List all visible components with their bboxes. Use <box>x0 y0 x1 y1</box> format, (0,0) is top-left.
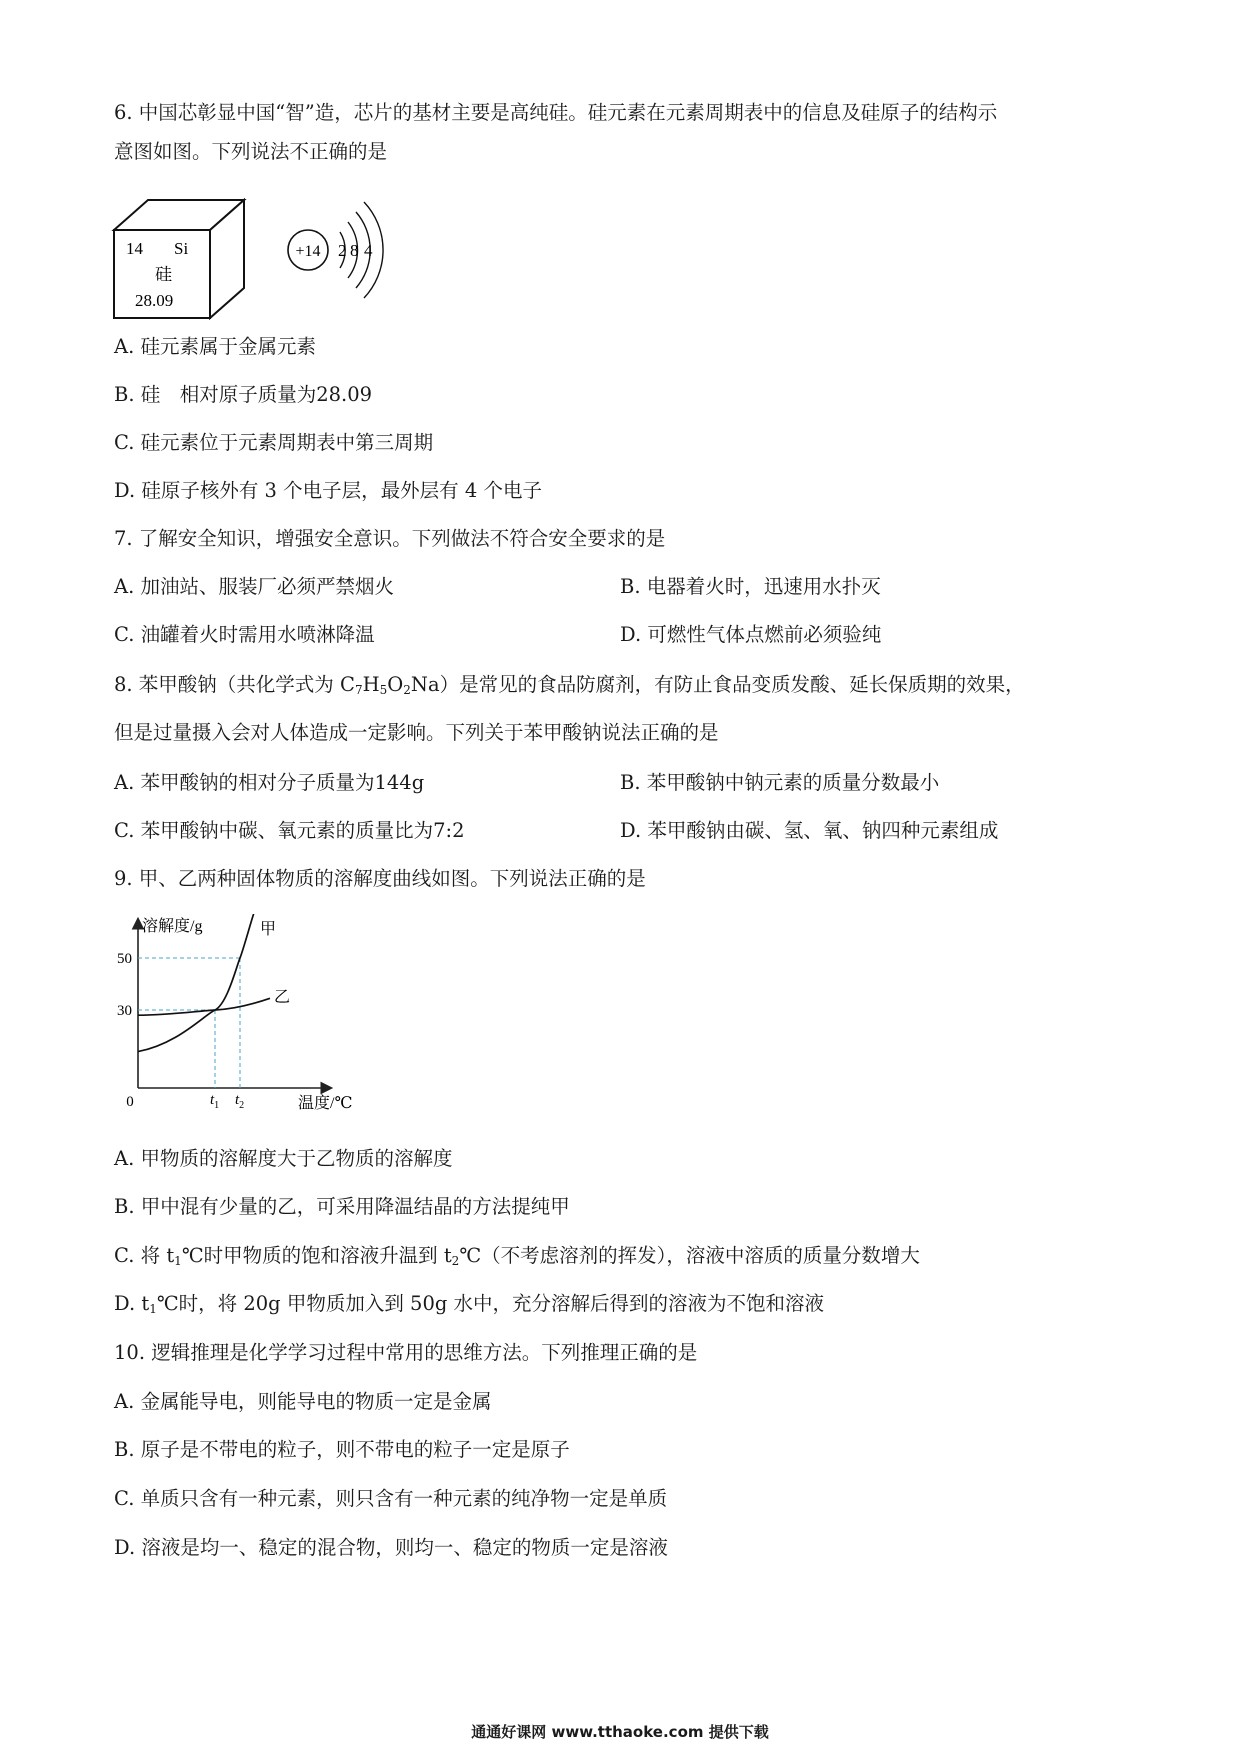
q9-option-a: A. 甲物质的溶解度大于乙物质的溶解度 <box>114 1147 453 1170</box>
q7-stem: 7. 了解安全知识，增强安全意识。下列做法不符合安全要求的是 <box>114 527 666 550</box>
q7-option-b: B. 电器着火时，迅速用水扑灭 <box>620 575 881 598</box>
q9-stem: 9. 甲、乙两种固体物质的溶解度曲线如图。下列说法正确的是 <box>114 867 646 890</box>
q6-option-d: D. 硅原子核外有 3 个电子层，最外层有 4 个电子 <box>114 479 542 502</box>
series-label-yi: 乙 <box>274 989 291 1007</box>
q8-option-c: C. 苯甲酸钠中碳、氧元素的质量比为7:2 <box>114 819 465 842</box>
y-axis-label: 溶解度/g <box>142 918 203 935</box>
q8-option-b: B. 苯甲酸钠中钠元素的质量分数最小 <box>620 771 940 794</box>
q7-option-c: C. 油罐着火时需用水喷淋降温 <box>114 623 375 646</box>
q6-stem-line2: 意图如图。下列说法不正确的是 <box>114 140 388 163</box>
q10-option-b: B. 原子是不带电的粒子，则不带电的粒子一定是原子 <box>114 1438 570 1461</box>
q10-option-c: C. 单质只含有一种元素，则只含有一种元素的纯净物一定是单质 <box>114 1487 668 1510</box>
q7-option-d: D. 可燃性气体点燃前必须验纯 <box>620 623 882 646</box>
q10-option-a: A. 金属能导电，则能导电的物质一定是金属 <box>114 1390 492 1413</box>
q6-option-a: A. 硅元素属于金属元素 <box>114 335 316 358</box>
q9-option-d: D. $t_1℃$时，将 20g 甲物质加入到 50g 水中，充分溶解后得到的溶液为不饱和溶液 <box>114 1292 825 1316</box>
chart-plot-area <box>117 914 290 1111</box>
q6-option-c: C. 硅元素位于元素周期表中第三周期 <box>114 431 434 454</box>
x-tick-label-t1: $t_1$ <box>210 1092 220 1111</box>
q8-stem-line1: 8. 苯甲酸钠（共化学式为 $C_7H_5O_2Na$）是常见的食品防腐剂，有防止食品变质发酸、延长保质期的效果， <box>114 673 1025 697</box>
x-axis-label: 温度/℃ <box>298 1095 353 1112</box>
q8-option-a: A. 苯甲酸钠的相对分子质量为144g <box>114 771 425 794</box>
series-label-jia: 甲 <box>260 921 277 938</box>
x-tick-label-t2: $t_2$ <box>235 1092 245 1111</box>
q6-stem-line1: 6. 中国芯彰显中国“智”造，芯片的基材主要是高纯硅。硅元素在元素周期表中的信息及硅原子的结构示 <box>114 101 998 124</box>
atom-structure-figure <box>282 194 392 304</box>
q8-stem-line2: 但是过量摄入会对人体造成一定影响。下列关于苯甲酸钠说法正确的是 <box>114 721 719 744</box>
atom-nucleus: +14 <box>295 243 321 260</box>
y-tick-label-30: 30 <box>117 1003 132 1019</box>
element-number: 14 <box>126 239 143 258</box>
q9-option-b: B. 甲中混有少量的乙，可采用降温结晶的方法提纯甲 <box>114 1195 570 1218</box>
q7-option-a: A. 加油站、服装厂必须严禁烟火 <box>114 575 394 598</box>
q6-option-b: B. 硅 相对原子质量为28.09 <box>114 383 373 406</box>
q9-option-c: C. 将 $t_1℃$时甲物质的饱和溶液升温到 $t_2℃$（不考虑溶剂的挥发），溶液中溶质的质量分数增大 <box>114 1244 920 1268</box>
shell-electrons-3: 4 <box>364 241 373 260</box>
origin-label: 0 <box>126 1094 134 1110</box>
solubility-chart <box>108 914 376 1114</box>
q10-option-d: D. 溶液是均一、稳定的混合物，则均一、稳定的物质一定是溶液 <box>114 1536 668 1559</box>
element-mass: 28.09 <box>135 291 174 310</box>
y-tick-label-50: 50 <box>117 951 132 967</box>
series-line-yi <box>138 998 270 1015</box>
q8-option-d: D. 苯甲酸钠由碳、氢、氧、钠四种元素组成 <box>620 819 999 842</box>
element-name: 硅 <box>155 265 172 284</box>
shell-electrons-1: 2 <box>338 241 347 260</box>
q10-stem: 10. 逻辑推理是化学学习过程中常用的思维方法。下列推理正确的是 <box>114 1341 698 1364</box>
element-cell-figure <box>108 196 258 320</box>
element-symbol: Si <box>174 239 189 258</box>
shell-electrons-2: 8 <box>350 241 359 260</box>
page-footer: 通通好课网 www.tthaoke.com 提供下载 <box>471 1723 769 1741</box>
